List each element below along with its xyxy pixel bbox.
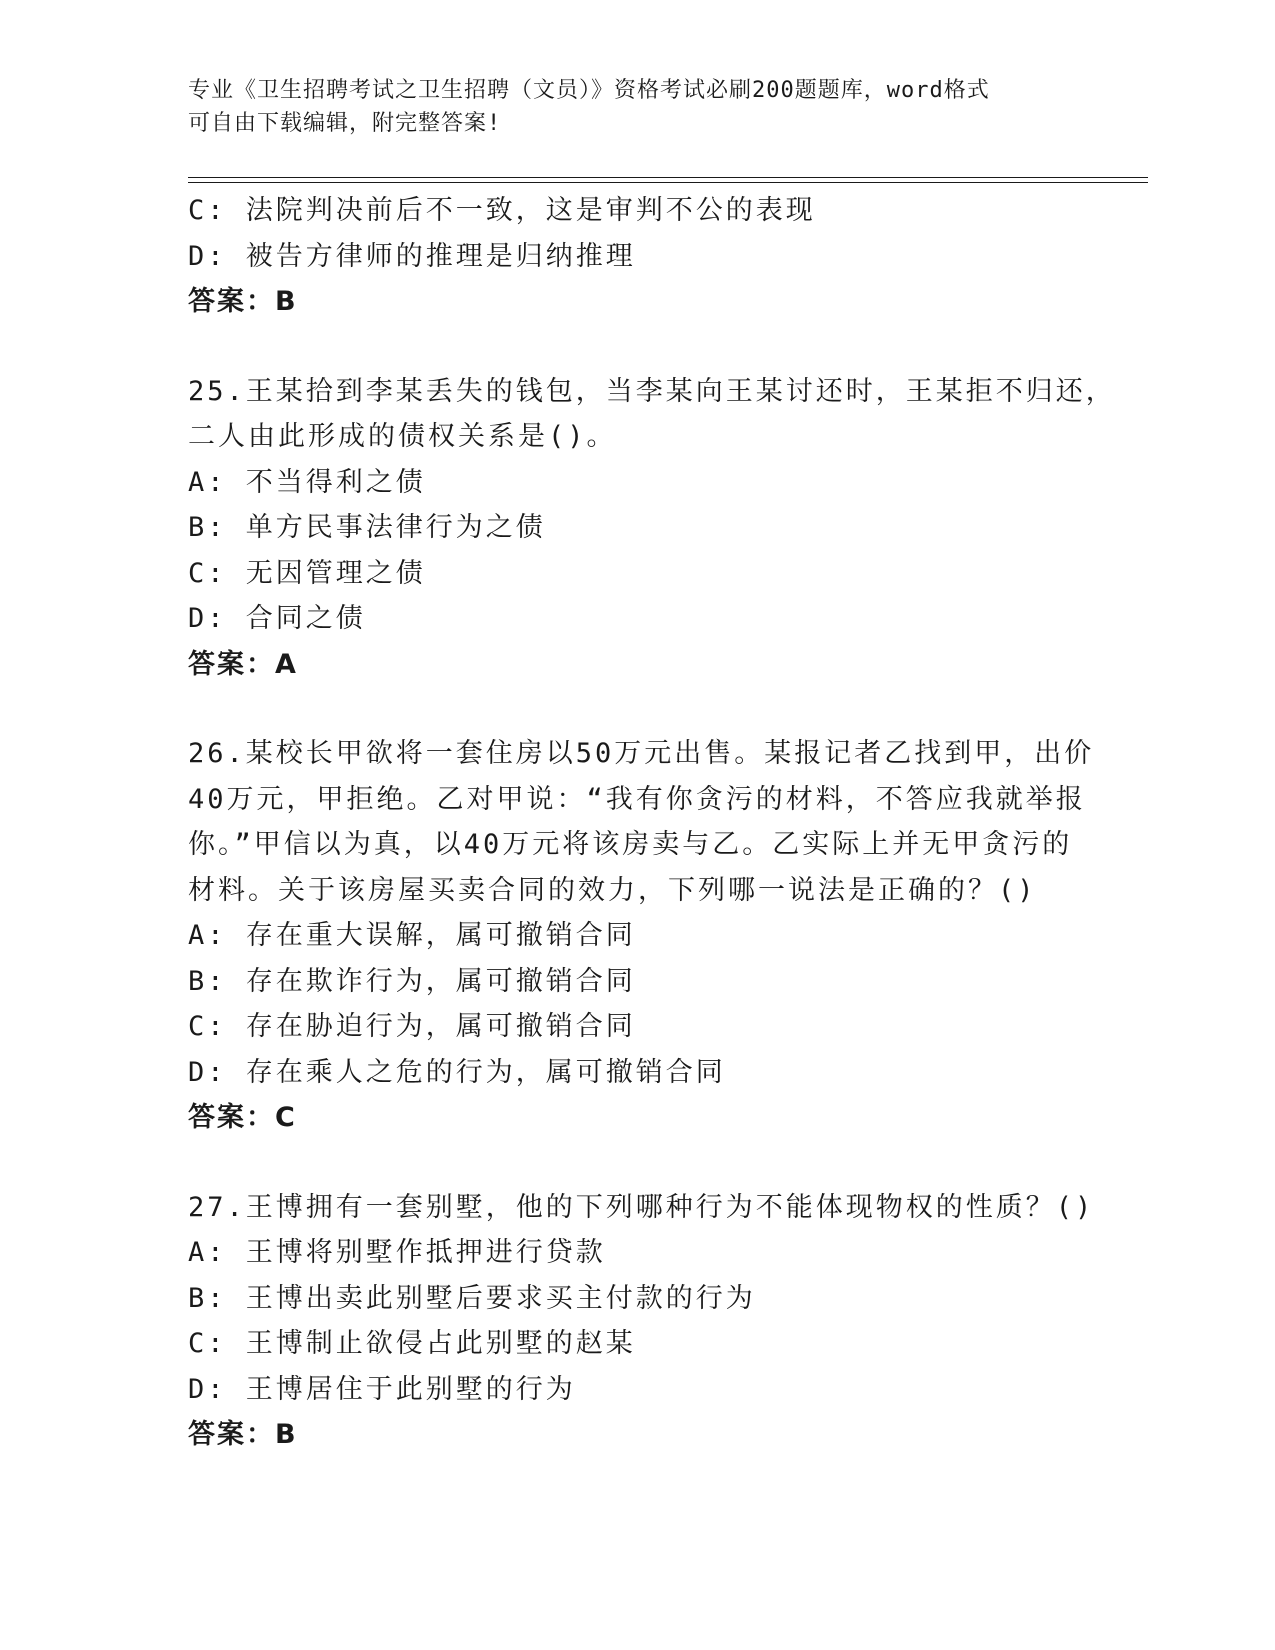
option-d: D: 存在乘人之危的行为，属可撤销合同 <box>188 1056 726 1088</box>
option-c: C: 法院判决前后不一致，这是审判不公的表现 <box>188 195 816 226</box>
question-text: 材料。关于该房屋买卖合同的效力，下列哪一说法是正确的？() <box>188 874 1037 906</box>
option-d: D: 被告方律师的推理是归纳推理 <box>188 240 636 272</box>
option-a: A: 不当得利之债 <box>188 466 426 498</box>
spacer <box>188 687 1148 731</box>
option-b: B: 王博出卖此别墅后要求买主付款的行为 <box>188 1282 756 1314</box>
question-content <box>188 188 1148 1458</box>
header-rule-bottom <box>188 182 1148 183</box>
question-27 <box>188 1185 1148 1458</box>
option-d: D: 王博居住于此别墅的行为 <box>188 1373 576 1405</box>
header-line-1: 专业《卫生招聘考试之卫生招聘（文员）》资格考试必刷200题题库，word格式 <box>188 78 990 103</box>
answer-line: 答案：C <box>188 1102 297 1133</box>
question-25 <box>188 369 1148 688</box>
question-text: 27.王博拥有一套别墅，他的下列哪种行为不能体现物权的性质？() <box>188 1191 1095 1223</box>
option-b: B: 单方民事法律行为之债 <box>188 512 546 543</box>
document-page <box>188 0 1148 1650</box>
option-d: D: 合同之债 <box>188 603 366 634</box>
question-text: 25.王某拾到李某丢失的钱包，当李某向王某讨还时，王某拒不归还， <box>188 375 1116 407</box>
option-a: A: 存在重大误解，属可撤销合同 <box>188 920 636 951</box>
question-text: 你。”甲信以为真，以40万元将该房卖与乙。乙实际上并无甲贪污的 <box>188 829 1073 860</box>
option-c: C: 存在胁迫行为，属可撤销合同 <box>188 1011 636 1042</box>
question-26 <box>188 731 1148 1141</box>
header-line-2: 可自由下载编辑，附完整答案! <box>188 111 502 136</box>
option-a: A: 王博将别墅作抵押进行贷款 <box>188 1237 606 1268</box>
option-b: B: 存在欺诈行为，属可撤销合同 <box>188 965 636 997</box>
answer-line: 答案：B <box>188 286 298 317</box>
page-header <box>188 74 1088 140</box>
previous-question-tail <box>188 188 1148 325</box>
question-text: 26.某校长甲欲将一套住房以50万元出售。某报记者乙找到甲，出价 <box>188 738 1095 769</box>
answer-line: 答案：A <box>188 648 298 680</box>
header-rule-top <box>188 177 1148 178</box>
question-text: 40万元，甲拒绝。乙对甲说：“我有你贪污的材料，不答应我就举报 <box>188 783 1086 815</box>
spacer <box>188 325 1148 369</box>
answer-line: 答案：B <box>188 1419 298 1450</box>
spacer <box>188 1141 1148 1185</box>
question-text: 二人由此形成的债权关系是()。 <box>188 421 617 452</box>
option-c: C: 无因管理之债 <box>188 557 426 589</box>
option-c: C: 王博制止欲侵占此别墅的赵某 <box>188 1328 636 1359</box>
